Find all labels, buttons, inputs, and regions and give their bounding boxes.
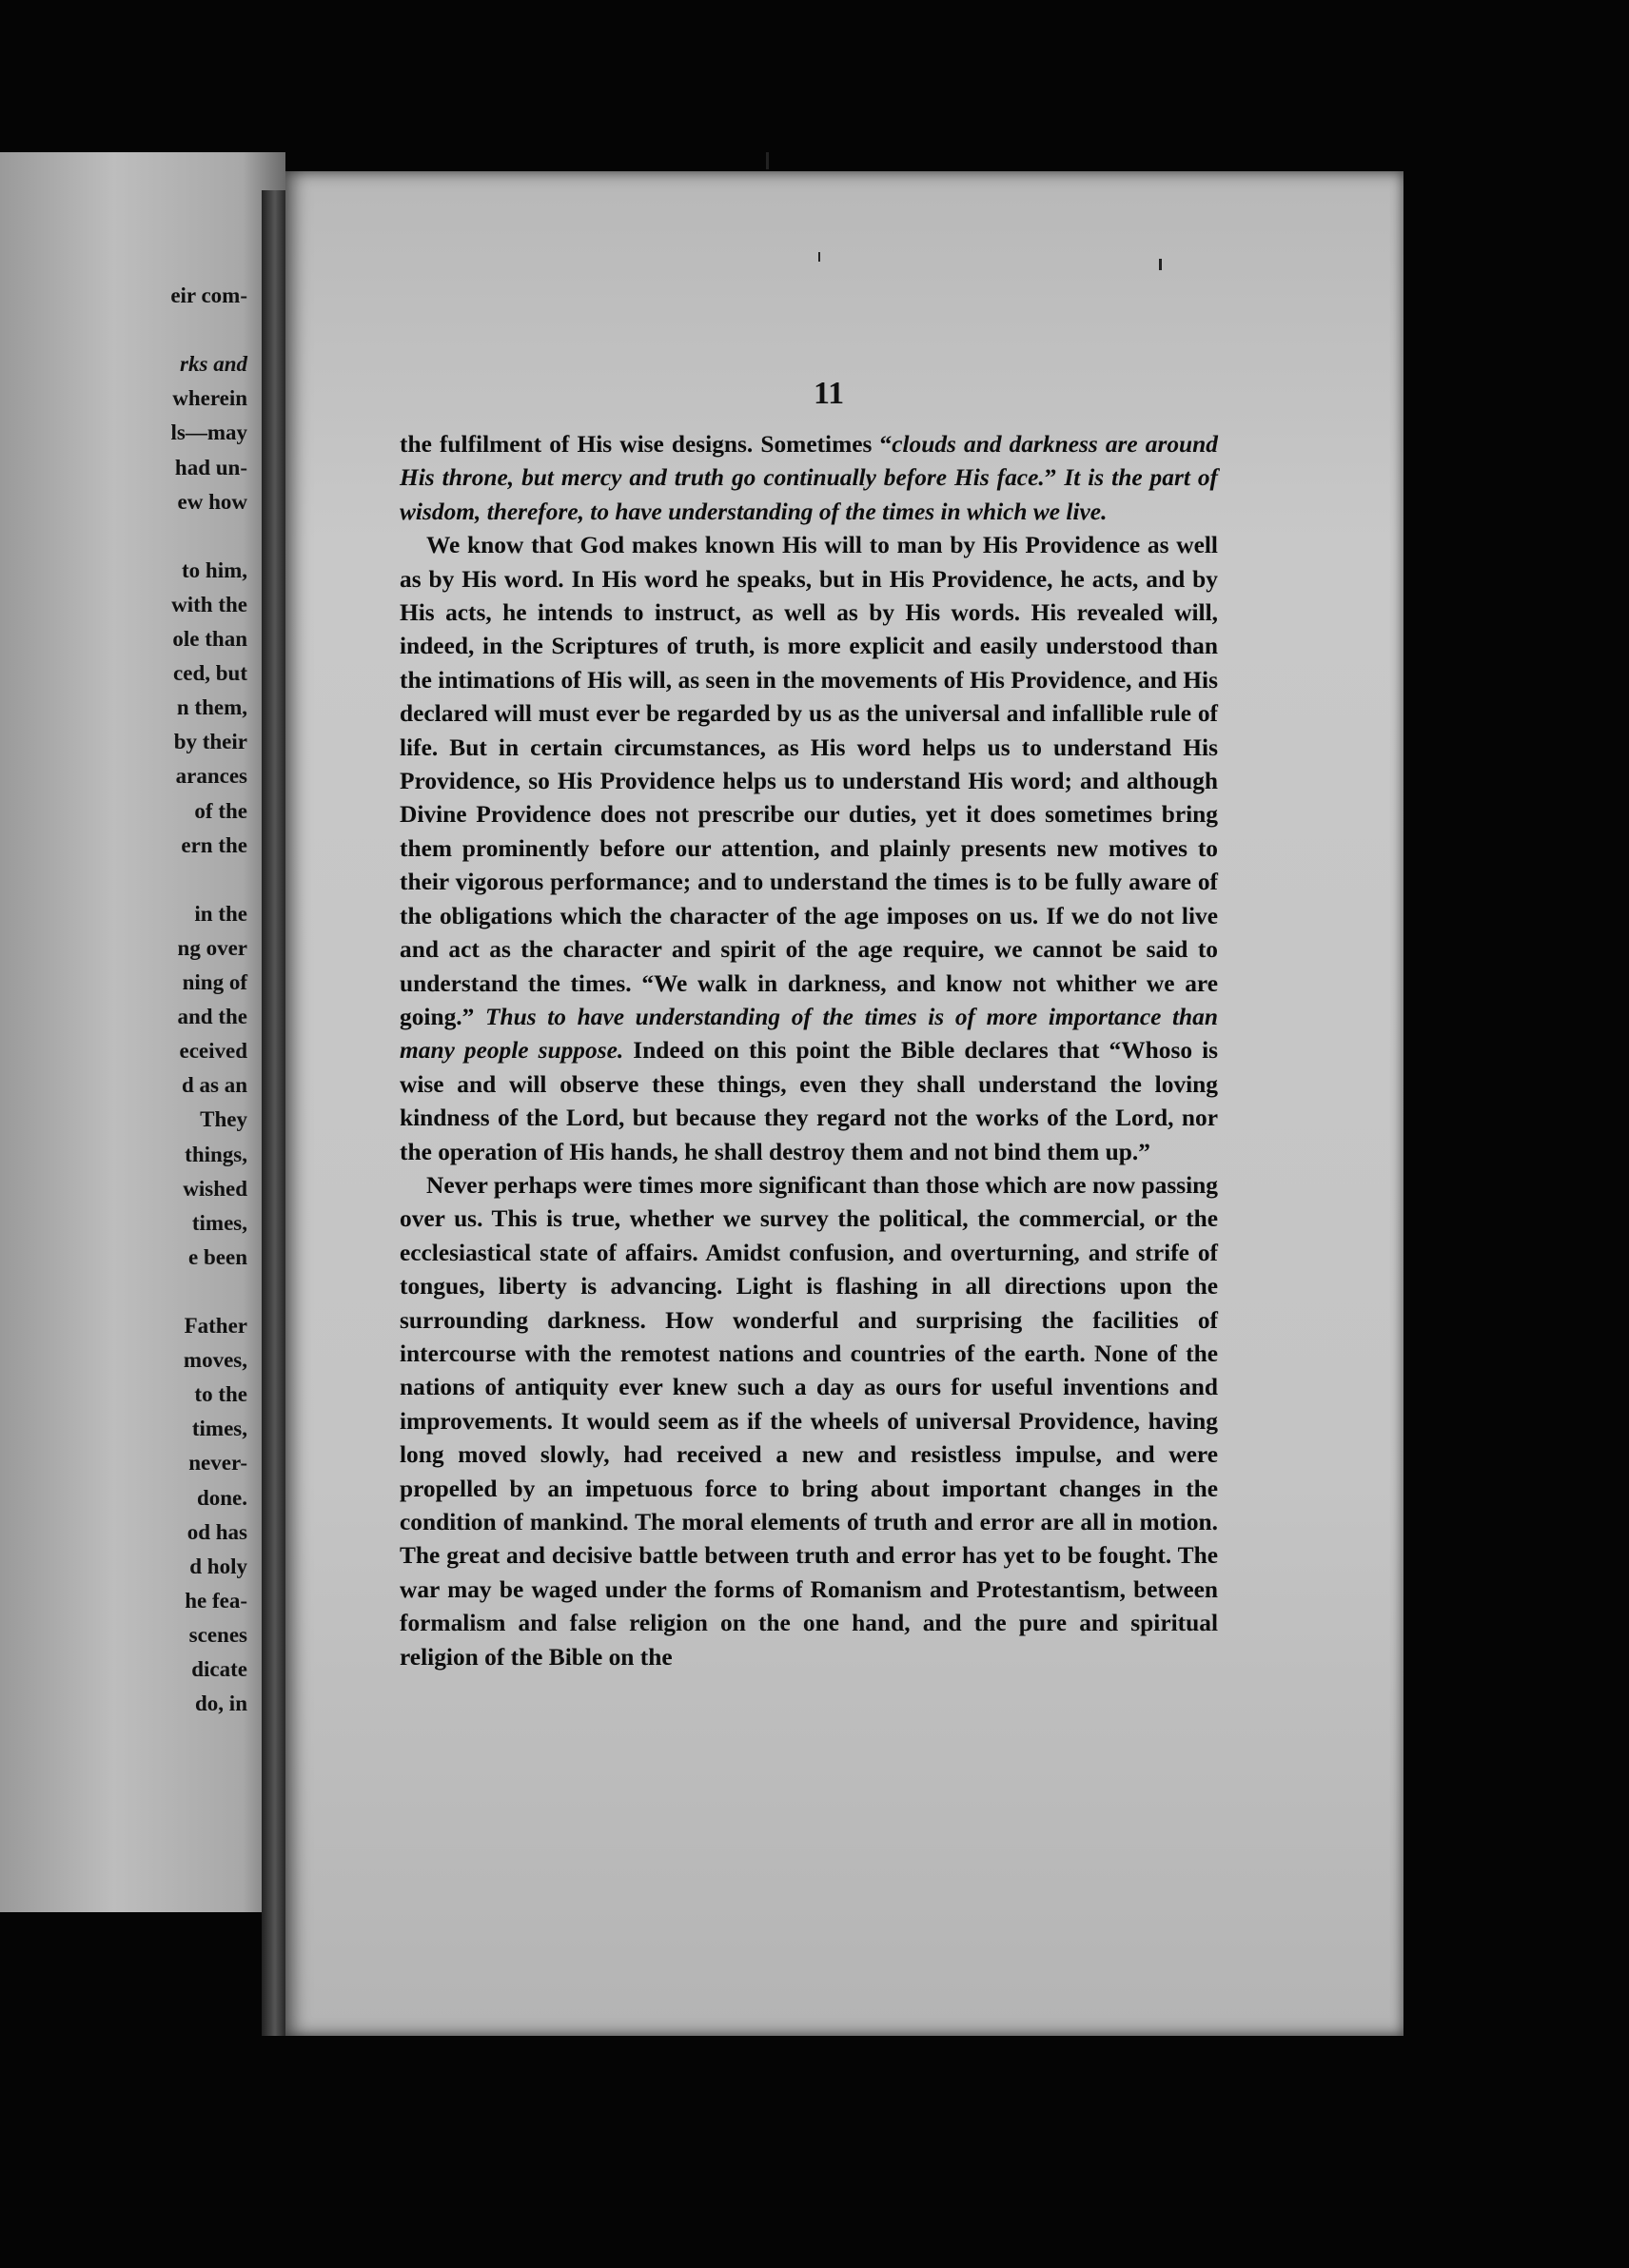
left-page-line: moves, xyxy=(183,1348,247,1373)
left-page-line: and the xyxy=(177,1005,247,1029)
italic-text-run: It is the part of wisdom, therefore, to have understanding of the times in which we live. xyxy=(400,464,1218,525)
left-page-line: ew how xyxy=(177,489,247,514)
text-run: ” xyxy=(1044,464,1065,492)
left-page-line: d as an xyxy=(181,1073,247,1098)
scan-speck xyxy=(766,152,769,169)
left-page-line: d holy xyxy=(189,1554,247,1578)
left-page-line: dicate xyxy=(191,1657,247,1681)
paragraph xyxy=(400,1169,1218,1674)
text-run: Never perhaps were times more significant than those which are now passing over us. This is true, whether we survey the political, the commercial, or the ecclesiastical state of affairs. Amidst confusion, and overturning, and strife of tongues, liberty is advancing. Light is flashing in all directions upon the surrounding darkness. How wonderful and surprising the facilities of intercourse with the remotest nations and countries of the earth. None of the nations of antiquity ever knew such a day as ours for useful inventions and improvements. It would seem as if the wheels of universal Providence, having long moved slowly, had received a new and resistless impulse, and were propelled by an impetuous force to bring about important changes in the condition of mankind. The moral elements of truth and error are all in motion. The great and decisive battle between truth and error has yet to be fought. The war may be waged under the forms of Romanism and Protestantism, between formalism and false religion on the one hand, and the pure and spiritual religion of the Bible on the xyxy=(400,1171,1218,1671)
left-page-line: Father xyxy=(184,1314,247,1338)
page-number: 11 xyxy=(814,376,845,411)
left-page-line: had un- xyxy=(174,455,247,479)
left-page-line: by their xyxy=(173,730,247,754)
scan-speck xyxy=(818,252,820,262)
left-page-line: od has xyxy=(186,1519,247,1544)
left-page-line: They xyxy=(200,1107,247,1132)
left-page-line: ern the xyxy=(181,832,247,857)
left-page-line: n them, xyxy=(176,695,247,720)
italic-text-run: clouds and darkness are around His throne, but mercy and truth go continually before His face. xyxy=(400,431,1218,492)
text-run: Indeed on this point the Bible declares that “Whoso is wise and will observe these things, even they shall understand the loving kindness of the Lord, but because they regard not the works of the Lord, nor the operation of His hands, he shall destroy them and not bind them up.” xyxy=(400,1037,1219,1165)
left-page-line: eceived xyxy=(179,1039,247,1064)
left-page-line: ced, but xyxy=(173,661,247,686)
left-page-line: to him, xyxy=(182,557,247,582)
left-page-line: times, xyxy=(191,1417,247,1441)
body-text xyxy=(400,428,1218,1674)
left-facing-page xyxy=(0,152,285,1912)
scan-speck xyxy=(1159,259,1162,270)
right-page xyxy=(285,171,1403,2036)
left-page-line: ole than xyxy=(172,627,247,651)
left-page-line: times, xyxy=(191,1210,247,1235)
left-page-line: in the xyxy=(194,901,247,926)
left-page-line: wherein xyxy=(172,386,247,411)
left-page-line: ls—may xyxy=(170,420,247,445)
left-page-line: he fea- xyxy=(185,1588,247,1613)
book-gutter xyxy=(262,190,288,2036)
left-page-line: scenes xyxy=(188,1622,247,1647)
left-page-line: of the xyxy=(194,798,247,823)
paragraph xyxy=(400,428,1218,529)
text-run: the fulfilment of His wise designs. Sometimes “ xyxy=(400,431,893,458)
left-page-line: arances xyxy=(175,764,247,789)
left-page-line: eir com- xyxy=(170,284,247,307)
left-page-line: e been xyxy=(188,1244,247,1269)
left-page-line: with the xyxy=(171,592,247,616)
left-page-line: ng over xyxy=(177,935,247,960)
left-page-line: things, xyxy=(185,1142,247,1166)
left-page-line: to the xyxy=(194,1382,247,1407)
italic-text-run: Thus to have understanding of the times is of more importance than many people suppose. xyxy=(400,1003,1218,1065)
left-page-line: ning of xyxy=(182,970,247,994)
paragraph xyxy=(400,529,1218,1169)
left-page-line: rks and xyxy=(180,352,247,377)
left-page-line: done. xyxy=(196,1485,247,1510)
left-page-line: never- xyxy=(188,1451,247,1476)
left-page-line: do, in xyxy=(195,1691,247,1716)
text-run: We know that God makes known His will to man by His Providence as well as by His word. In His word he speaks, but in His Providence, he acts, and by His acts, he intends to instruct, as well as by His words. His revealed will, indeed, in the Scriptures of truth, is more explicit and easily understood than the intimations of His will, as seen in the movements of His Providence, and His declared will must ever be regarded by us as the universal and infallible rule of life. But in certain circumstances, as His word helps us to understand His Providence, so His Providence helps us to understand His word; and although Divine Providence does not prescribe our duties, yet it does sometimes bring them prominently before our attention, and plainly presents new motives to their vigorous performance; and to understand the times is to be fully aware of the obligations which the character of the age imposes on us. If we do not live and act as the character and spirit of the age require, we cannot be said to understand the times. “We walk in darkness, and know not whither we are going.” xyxy=(400,532,1218,1030)
left-page-line: wished xyxy=(183,1176,247,1201)
